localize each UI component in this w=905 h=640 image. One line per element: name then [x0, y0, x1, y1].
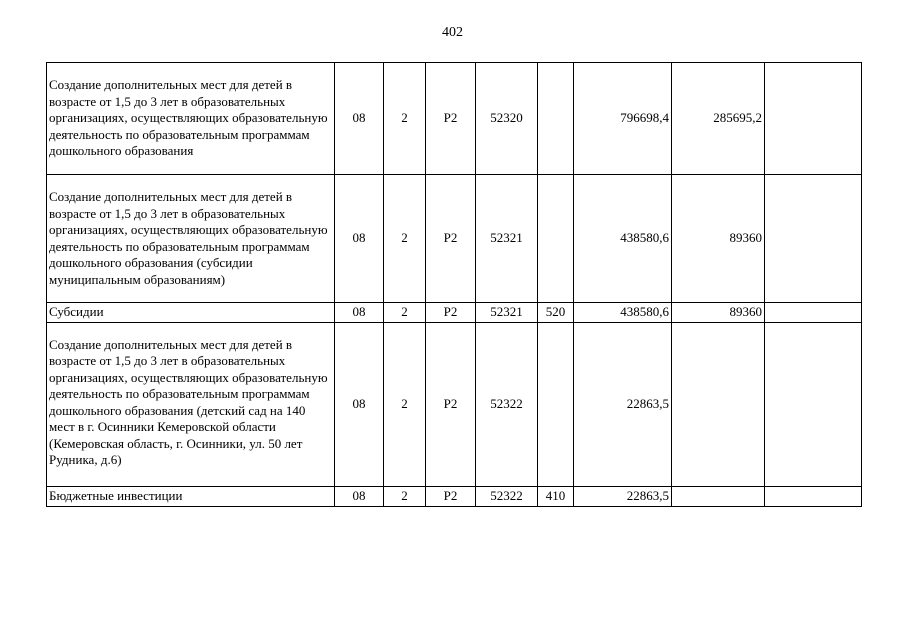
row-name: Создание дополнительных мест для детей в возрасте от 1,5 до 3 лет в образовательных организациях, осуществляющих образовательную деятельность по образовательным программам дошкольного образования (субсидии муниципальным образованиям) [47, 175, 335, 303]
amount-1: 796698,4 [574, 63, 672, 175]
subsection-code: 2 [384, 303, 426, 323]
program-code: P2 [426, 487, 476, 507]
amount-1: 438580,6 [574, 175, 672, 303]
amount-2: 89360 [672, 175, 765, 303]
section-code: 08 [335, 63, 384, 175]
row-name: Бюджетные инвестиции [47, 487, 335, 507]
row-name: Субсидии [47, 303, 335, 323]
amount-1: 22863,5 [574, 323, 672, 487]
article-code: 52321 [476, 175, 538, 303]
article-code: 52321 [476, 303, 538, 323]
subsection-code: 2 [384, 175, 426, 303]
section-code: 08 [335, 303, 384, 323]
amount-2 [672, 323, 765, 487]
table-row [47, 487, 862, 507]
article-code: 52322 [476, 487, 538, 507]
amount-2: 285695,2 [672, 63, 765, 175]
article-code: 52320 [476, 63, 538, 175]
program-code: P2 [426, 63, 476, 175]
section-code: 08 [335, 175, 384, 303]
amount-2: 89360 [672, 303, 765, 323]
expense-type-code [538, 175, 574, 303]
amount-3 [765, 487, 862, 507]
budget-table [46, 62, 862, 507]
amount-3 [765, 323, 862, 487]
section-code: 08 [335, 323, 384, 487]
expense-type-code [538, 323, 574, 487]
table-row [47, 303, 862, 323]
expense-type-code: 520 [538, 303, 574, 323]
amount-3 [765, 303, 862, 323]
section-code: 08 [335, 487, 384, 507]
program-code: P2 [426, 323, 476, 487]
amount-2 [672, 487, 765, 507]
row-name: Создание дополнительных мест для детей в возрасте от 1,5 до 3 лет в образовательных организациях, осуществляющих образовательную деятельность по образовательным программам дошкольного образования [47, 63, 335, 175]
table-row [47, 175, 862, 303]
subsection-code: 2 [384, 63, 426, 175]
amount-3 [765, 175, 862, 303]
subsection-code: 2 [384, 323, 426, 487]
table-row [47, 63, 862, 175]
article-code: 52322 [476, 323, 538, 487]
expense-type-code: 410 [538, 487, 574, 507]
amount-1: 438580,6 [574, 303, 672, 323]
subsection-code: 2 [384, 487, 426, 507]
row-name: Создание дополнительных мест для детей в возрасте от 1,5 до 3 лет в образовательных организациях, осуществляющих образовательную деятельность по образовательным программам дошкольного образования (детский сад на 140 мест в г. Осинники Кемеровской области (Кемеровская область, г. Осинники, ул. 50 лет Рудника, д.6) [47, 323, 335, 487]
page-number: 402 [442, 25, 463, 40]
amount-1: 22863,5 [574, 487, 672, 507]
program-code: P2 [426, 303, 476, 323]
program-code: P2 [426, 175, 476, 303]
expense-type-code [538, 63, 574, 175]
amount-3 [765, 63, 862, 175]
table-row [47, 323, 862, 487]
